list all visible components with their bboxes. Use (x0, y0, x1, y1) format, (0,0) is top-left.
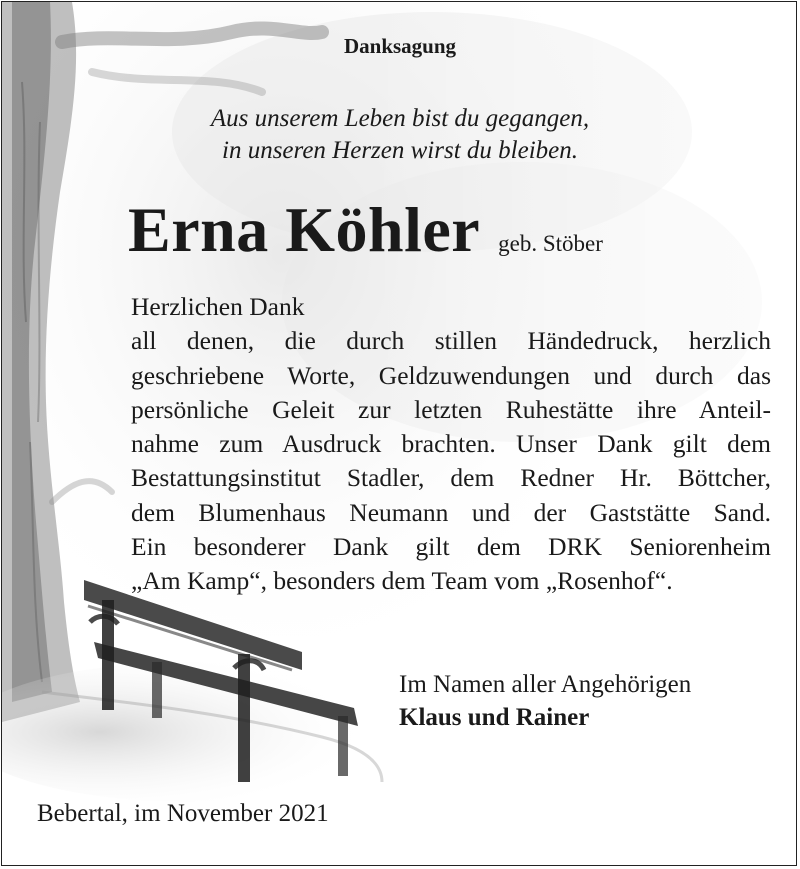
thanks-line: Ein besonderer Dank gilt dem DRK Seniorenheim (131, 532, 771, 562)
signoff (399, 668, 691, 734)
thanks-line: „Am Kamp“, besonders dem Team vom „Rosenhof“. (131, 566, 673, 596)
thanks-line: persönliche Geleit zur letzten Ruhestätte ihre Anteil- (131, 394, 771, 424)
signoff-names: Klaus und Rainer (399, 704, 590, 731)
thanks-line: all denen, die durch stillen Händedruck, herzlich (131, 326, 771, 356)
thanks-text (131, 290, 771, 599)
thanks-line: nahme zum Ausdruck brachten. Unser Dank gilt dem (131, 429, 771, 459)
memorial-verse (2, 103, 797, 167)
thanks-line: Bestattungsinstitut Stadler, dem Redner Hr. Böttcher, (131, 463, 771, 493)
verse-line: in unseren Herzen wirst du bleiben. (222, 137, 578, 164)
thanks-line: dem Blumenhaus Neumann und der Gaststätte Sand. (131, 497, 771, 527)
obituary-notice (1, 1, 797, 866)
signoff-line: Im Namen aller Angehörigen (399, 671, 692, 698)
deceased-name: Erna Köhler (128, 194, 481, 265)
deceased-name-row (128, 190, 603, 270)
thanks-line: geschriebene Worte, Geldzuwendungen und durch das (131, 360, 771, 390)
notice-heading: Danksagung (343, 34, 457, 58)
birth-name: geb. Stöber (498, 231, 603, 256)
thanks-line: Herzlichen Dank (131, 292, 305, 321)
place-and-date: Bebertal, im November 2021 (37, 800, 329, 827)
verse-line: Aus unserem Leben bist du gegangen, (210, 105, 590, 132)
